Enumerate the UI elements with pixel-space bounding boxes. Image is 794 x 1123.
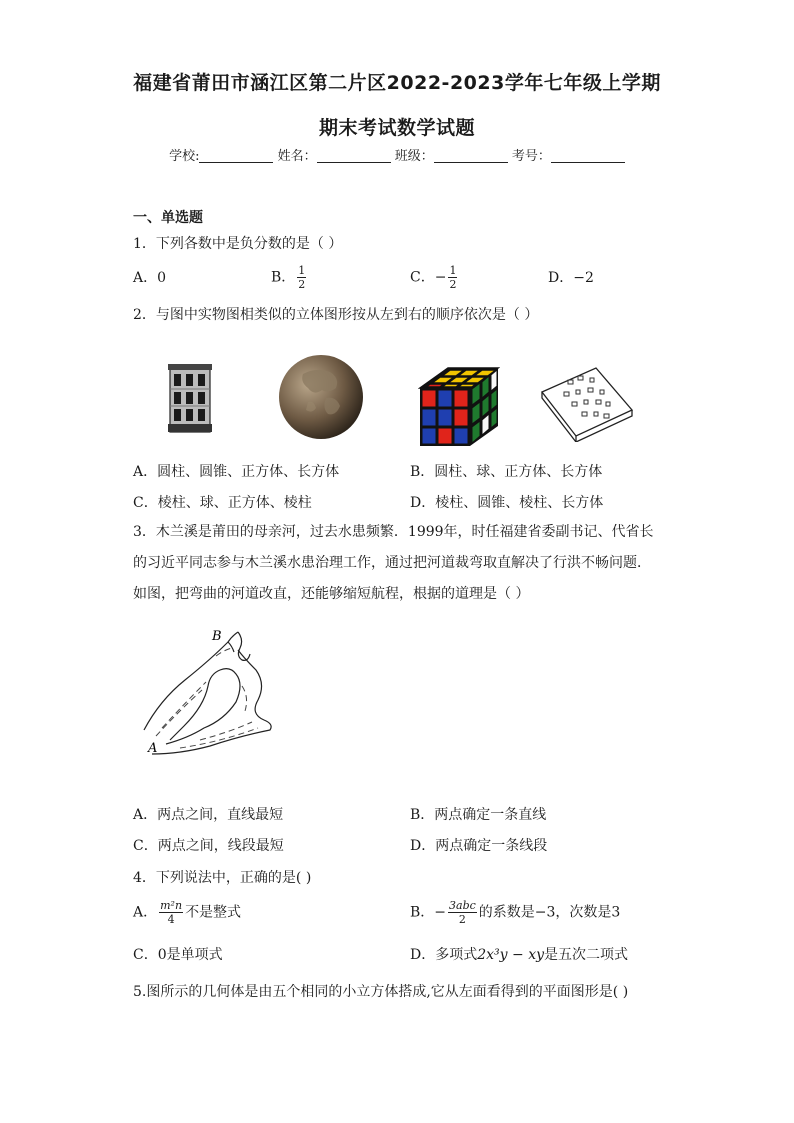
title-line-1: 福建省莆田市涵江区第二片区2022-2023学年七年级上学期: [133, 72, 661, 94]
q1-option-d[interactable]: D．−2: [548, 270, 594, 286]
school-label: 学校:: [169, 149, 200, 164]
q3-stem: 3．木兰溪是莆田的母亲河，过去水患频繁．1999年，时任福建省委副书记、代省长的习近平同志参与木兰溪水患治理工作，通过把河道裁弯取直解决了行洪不畅问题．如图，把弯曲的河道改直，还能够缩短航程，根据的道理是（ ）: [133, 524, 654, 602]
class-blank[interactable]: [434, 148, 508, 163]
rubiks-cube-image: [418, 366, 500, 448]
q1-option-b[interactable]: [271, 264, 308, 291]
q4-d-suffix: 是五次二项式: [544, 947, 628, 963]
q3-option-d[interactable]: D．两点确定一条线段: [410, 838, 548, 854]
q5-stem: 5.图所示的几何体是由五个相同的小立方体搭成,它从左面看得到的平面图形是( ): [133, 984, 629, 1000]
q1-c-den: 2: [449, 278, 457, 291]
q1-c-num: 1: [449, 264, 457, 277]
q1-c-prefix: C．−: [410, 269, 447, 286]
q4-b-num: 3abc: [449, 899, 476, 912]
q1-b-den: 2: [298, 278, 306, 291]
q4-d-expression: 2x³y − xy: [477, 947, 544, 963]
section-heading: 一、单选题: [133, 210, 203, 226]
point-b-label: B: [212, 629, 222, 644]
title-line-2: 期末考试数学试题: [318, 117, 475, 139]
q3-option-b[interactable]: B．两点确定一条直线: [410, 807, 547, 823]
q4-option-b[interactable]: [410, 899, 620, 926]
student-info: [0, 145, 794, 164]
q1-b-fraction: [297, 264, 306, 291]
name-label: 姓名：: [277, 149, 317, 164]
school-blank[interactable]: [199, 148, 273, 163]
q3-option-a[interactable]: A．两点之间，直线最短: [133, 807, 284, 823]
river-figure: [140, 626, 290, 766]
q4-option-d[interactable]: [410, 945, 628, 965]
q3-option-c[interactable]: C．两点之间，线段最短: [133, 838, 284, 854]
box-image: [540, 366, 636, 442]
q2-option-a[interactable]: A．圆柱、圆锥、正方体、长方体: [133, 464, 340, 480]
q2-option-d[interactable]: D．棱柱、圆锥、棱柱、长方体: [410, 495, 604, 511]
q4-b-suffix: 的系数是−3，次数是3: [478, 904, 621, 921]
globe-image: [278, 352, 364, 442]
q2-option-c[interactable]: C．棱柱、球、正方体、棱柱: [133, 495, 312, 511]
number-label: 考号：: [511, 149, 551, 164]
q4-b-den: 2: [458, 913, 466, 926]
q2-stem: 2．与图中实物图相类似的立体图形按从左到右的顺序依次是（ ）: [133, 307, 539, 323]
q1-b-num: 1: [298, 264, 306, 277]
name-blank[interactable]: [317, 148, 391, 163]
q1-option-c[interactable]: [410, 264, 459, 291]
q1-stem: 1．下列各数中是负分数的是（ ）: [133, 236, 343, 252]
q4-d-prefix: D．多项式: [410, 947, 478, 963]
q1-c-fraction: [448, 264, 457, 291]
q4-option-c[interactable]: C．0是单项式: [133, 947, 223, 963]
class-label: 班级：: [394, 149, 434, 164]
q4-a-prefix: A．: [133, 904, 158, 921]
number-blank[interactable]: [551, 148, 625, 163]
q1-option-a[interactable]: A．0: [133, 270, 167, 286]
q4-a-num: m²n: [160, 899, 183, 912]
q4-a-suffix: 不是整式: [185, 904, 242, 921]
q4-b-fraction: [448, 899, 477, 926]
building-image: [168, 362, 212, 434]
q4-a-den: 4: [167, 913, 175, 926]
q1-b-prefix: B．: [271, 269, 296, 286]
q4-b-prefix: B．−: [410, 904, 447, 921]
q2-option-b[interactable]: B．圆柱、球、正方体、长方体: [410, 464, 603, 480]
point-a-label: A: [148, 741, 158, 756]
q4-a-fraction: [159, 899, 183, 926]
q4-option-a[interactable]: [133, 899, 241, 926]
q4-stem: 4．下列说法中，正确的是( ): [133, 870, 312, 886]
